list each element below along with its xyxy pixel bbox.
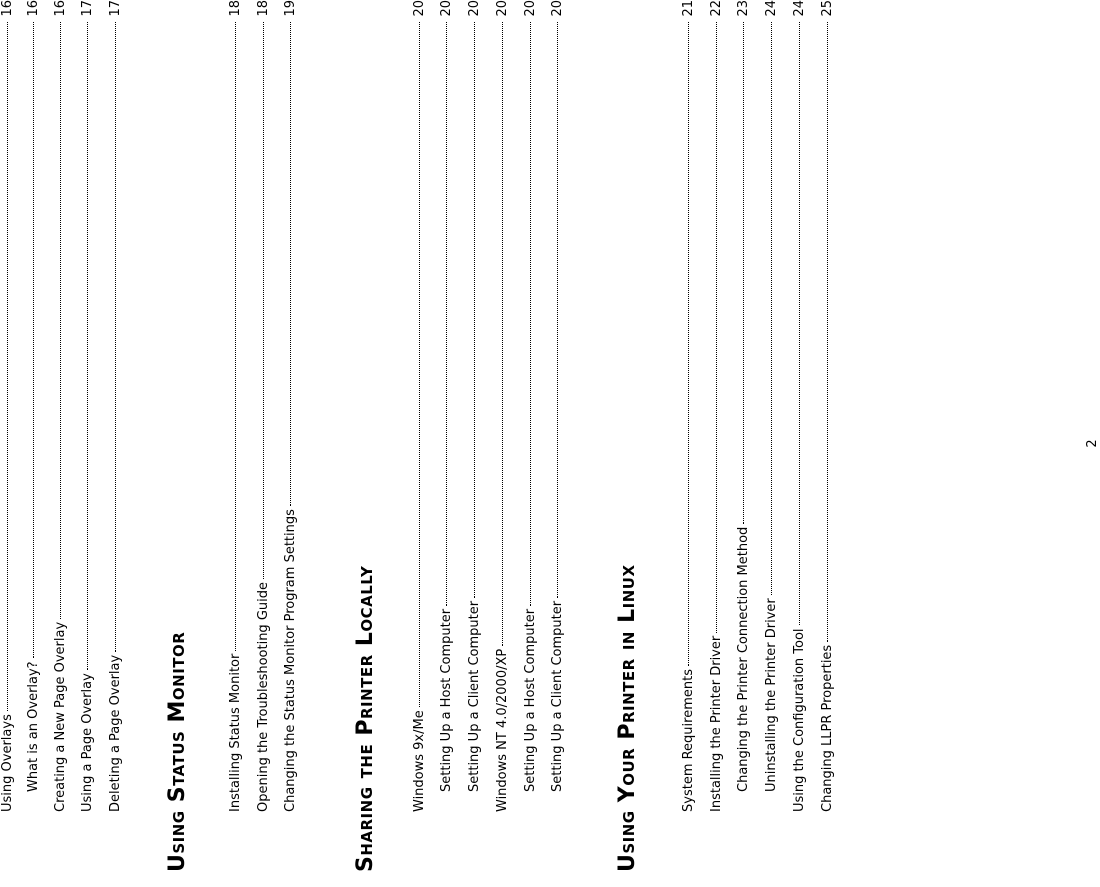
toc-entry[interactable] bbox=[227, 0, 245, 812]
toc-entry-page: 20 bbox=[523, 0, 538, 17]
toc-entry[interactable] bbox=[107, 0, 125, 812]
dot-leader bbox=[60, 22, 61, 619]
toc-entry-page: 20 bbox=[412, 0, 427, 17]
dot-leader bbox=[557, 22, 558, 598]
section-heading: Using Your Printer in Linux bbox=[615, 564, 640, 872]
page-number: 2 bbox=[1085, 439, 1100, 448]
toc-entry-label: Installing the Printer Driver bbox=[709, 635, 724, 812]
toc-entry[interactable] bbox=[680, 0, 698, 812]
toc-entry-label: Setting Up a Host Computer bbox=[439, 608, 454, 792]
toc-entry[interactable] bbox=[735, 0, 753, 792]
toc-entry[interactable] bbox=[708, 0, 726, 812]
dot-leader bbox=[263, 22, 264, 579]
toc-entry-page: 24 bbox=[792, 0, 807, 17]
dot-leader bbox=[716, 22, 717, 633]
toc-entry-page: 17 bbox=[108, 0, 123, 17]
toc-entry-page: 18 bbox=[256, 0, 271, 17]
dot-leader bbox=[115, 22, 116, 652]
toc-entry[interactable] bbox=[494, 0, 512, 812]
section-heading: Sharing the Printer Locally bbox=[353, 565, 378, 872]
toc-entry-page: 16 bbox=[26, 0, 41, 17]
toc-entry-label: Changing the Status Monitor Program Settings bbox=[283, 509, 298, 812]
toc-entry-page: 20 bbox=[467, 0, 482, 17]
toc-entry-page: 16 bbox=[0, 0, 15, 17]
toc-entry-page: 20 bbox=[550, 0, 565, 17]
dot-leader bbox=[419, 22, 420, 707]
toc-entry-page: 17 bbox=[80, 0, 95, 17]
toc-entry[interactable] bbox=[79, 0, 97, 812]
toc-entry-label: Changing LLPR Properties bbox=[820, 644, 835, 812]
toc-entry[interactable] bbox=[763, 0, 781, 792]
toc-entry[interactable] bbox=[411, 0, 429, 812]
toc-entry[interactable] bbox=[522, 0, 540, 792]
dot-leader bbox=[7, 22, 8, 711]
toc-entry-label: Opening the Troubleshooting Guide bbox=[256, 582, 271, 812]
dot-leader bbox=[446, 22, 447, 606]
toc-entry-label: Uninstalling the Printer Driver bbox=[764, 598, 779, 792]
toc-entry-label: Setting Up a Client Computer bbox=[467, 600, 482, 792]
dot-leader bbox=[87, 22, 88, 670]
toc-entry-page: 20 bbox=[439, 0, 454, 17]
dot-leader bbox=[799, 22, 800, 625]
dot-leader bbox=[502, 22, 503, 646]
toc-entry-page: 24 bbox=[764, 0, 779, 17]
toc-entry-label: Using a Page Overlay bbox=[80, 673, 95, 812]
toc-entry-label: Creating a New Page Overlay bbox=[53, 621, 68, 812]
toc-entry-label: Using Overlays bbox=[0, 714, 15, 812]
toc-entry[interactable] bbox=[819, 0, 837, 812]
dot-leader bbox=[688, 22, 689, 666]
dot-leader bbox=[743, 22, 744, 524]
dot-leader bbox=[474, 22, 475, 598]
toc-entry-label: Setting Up a Host Computer bbox=[523, 608, 538, 792]
toc-entry-label: Windows 9x/Me bbox=[412, 710, 427, 812]
toc-entry-label: System Requirements bbox=[681, 669, 696, 812]
toc-entry[interactable] bbox=[282, 0, 300, 812]
dot-leader bbox=[290, 22, 291, 506]
toc-entry-label: Installing Status Monitor bbox=[228, 653, 243, 812]
section-heading: Using Status Monitor bbox=[165, 631, 190, 872]
toc-entry[interactable] bbox=[255, 0, 273, 812]
toc-entry[interactable] bbox=[438, 0, 456, 792]
toc-entry[interactable] bbox=[25, 0, 43, 792]
dot-leader bbox=[33, 22, 34, 658]
toc-entry[interactable] bbox=[549, 0, 567, 792]
toc-entry[interactable] bbox=[52, 0, 70, 812]
dot-leader bbox=[530, 22, 531, 606]
toc-entry-page: 19 bbox=[283, 0, 298, 17]
toc-entry-page: 25 bbox=[820, 0, 835, 17]
toc-entry-label: Changing the Printer Connection Method bbox=[736, 526, 751, 792]
toc-entry[interactable] bbox=[0, 0, 17, 812]
toc-entry-page: 21 bbox=[681, 0, 696, 17]
toc-entry-page: 18 bbox=[228, 0, 243, 17]
dot-leader bbox=[771, 22, 772, 595]
toc-entry-label: Setting Up a Client Computer bbox=[550, 600, 565, 792]
toc-entry-page: 22 bbox=[709, 0, 724, 17]
toc-entry-page: 20 bbox=[495, 0, 510, 17]
toc-entry-label: Windows NT 4.0/2000/XP bbox=[495, 648, 510, 812]
toc-entry[interactable] bbox=[791, 0, 809, 812]
toc-entry-label: Deleting a Page Overlay bbox=[108, 654, 123, 812]
toc-entry-page: 23 bbox=[736, 0, 751, 17]
dot-leader bbox=[235, 22, 236, 651]
toc-entry-label: Using the Configuration Tool bbox=[792, 628, 807, 812]
toc-entry-page: 16 bbox=[53, 0, 68, 17]
dot-leader bbox=[827, 22, 828, 642]
toc-entry[interactable] bbox=[466, 0, 484, 792]
toc-entry-label: What is an Overlay? bbox=[26, 661, 41, 792]
